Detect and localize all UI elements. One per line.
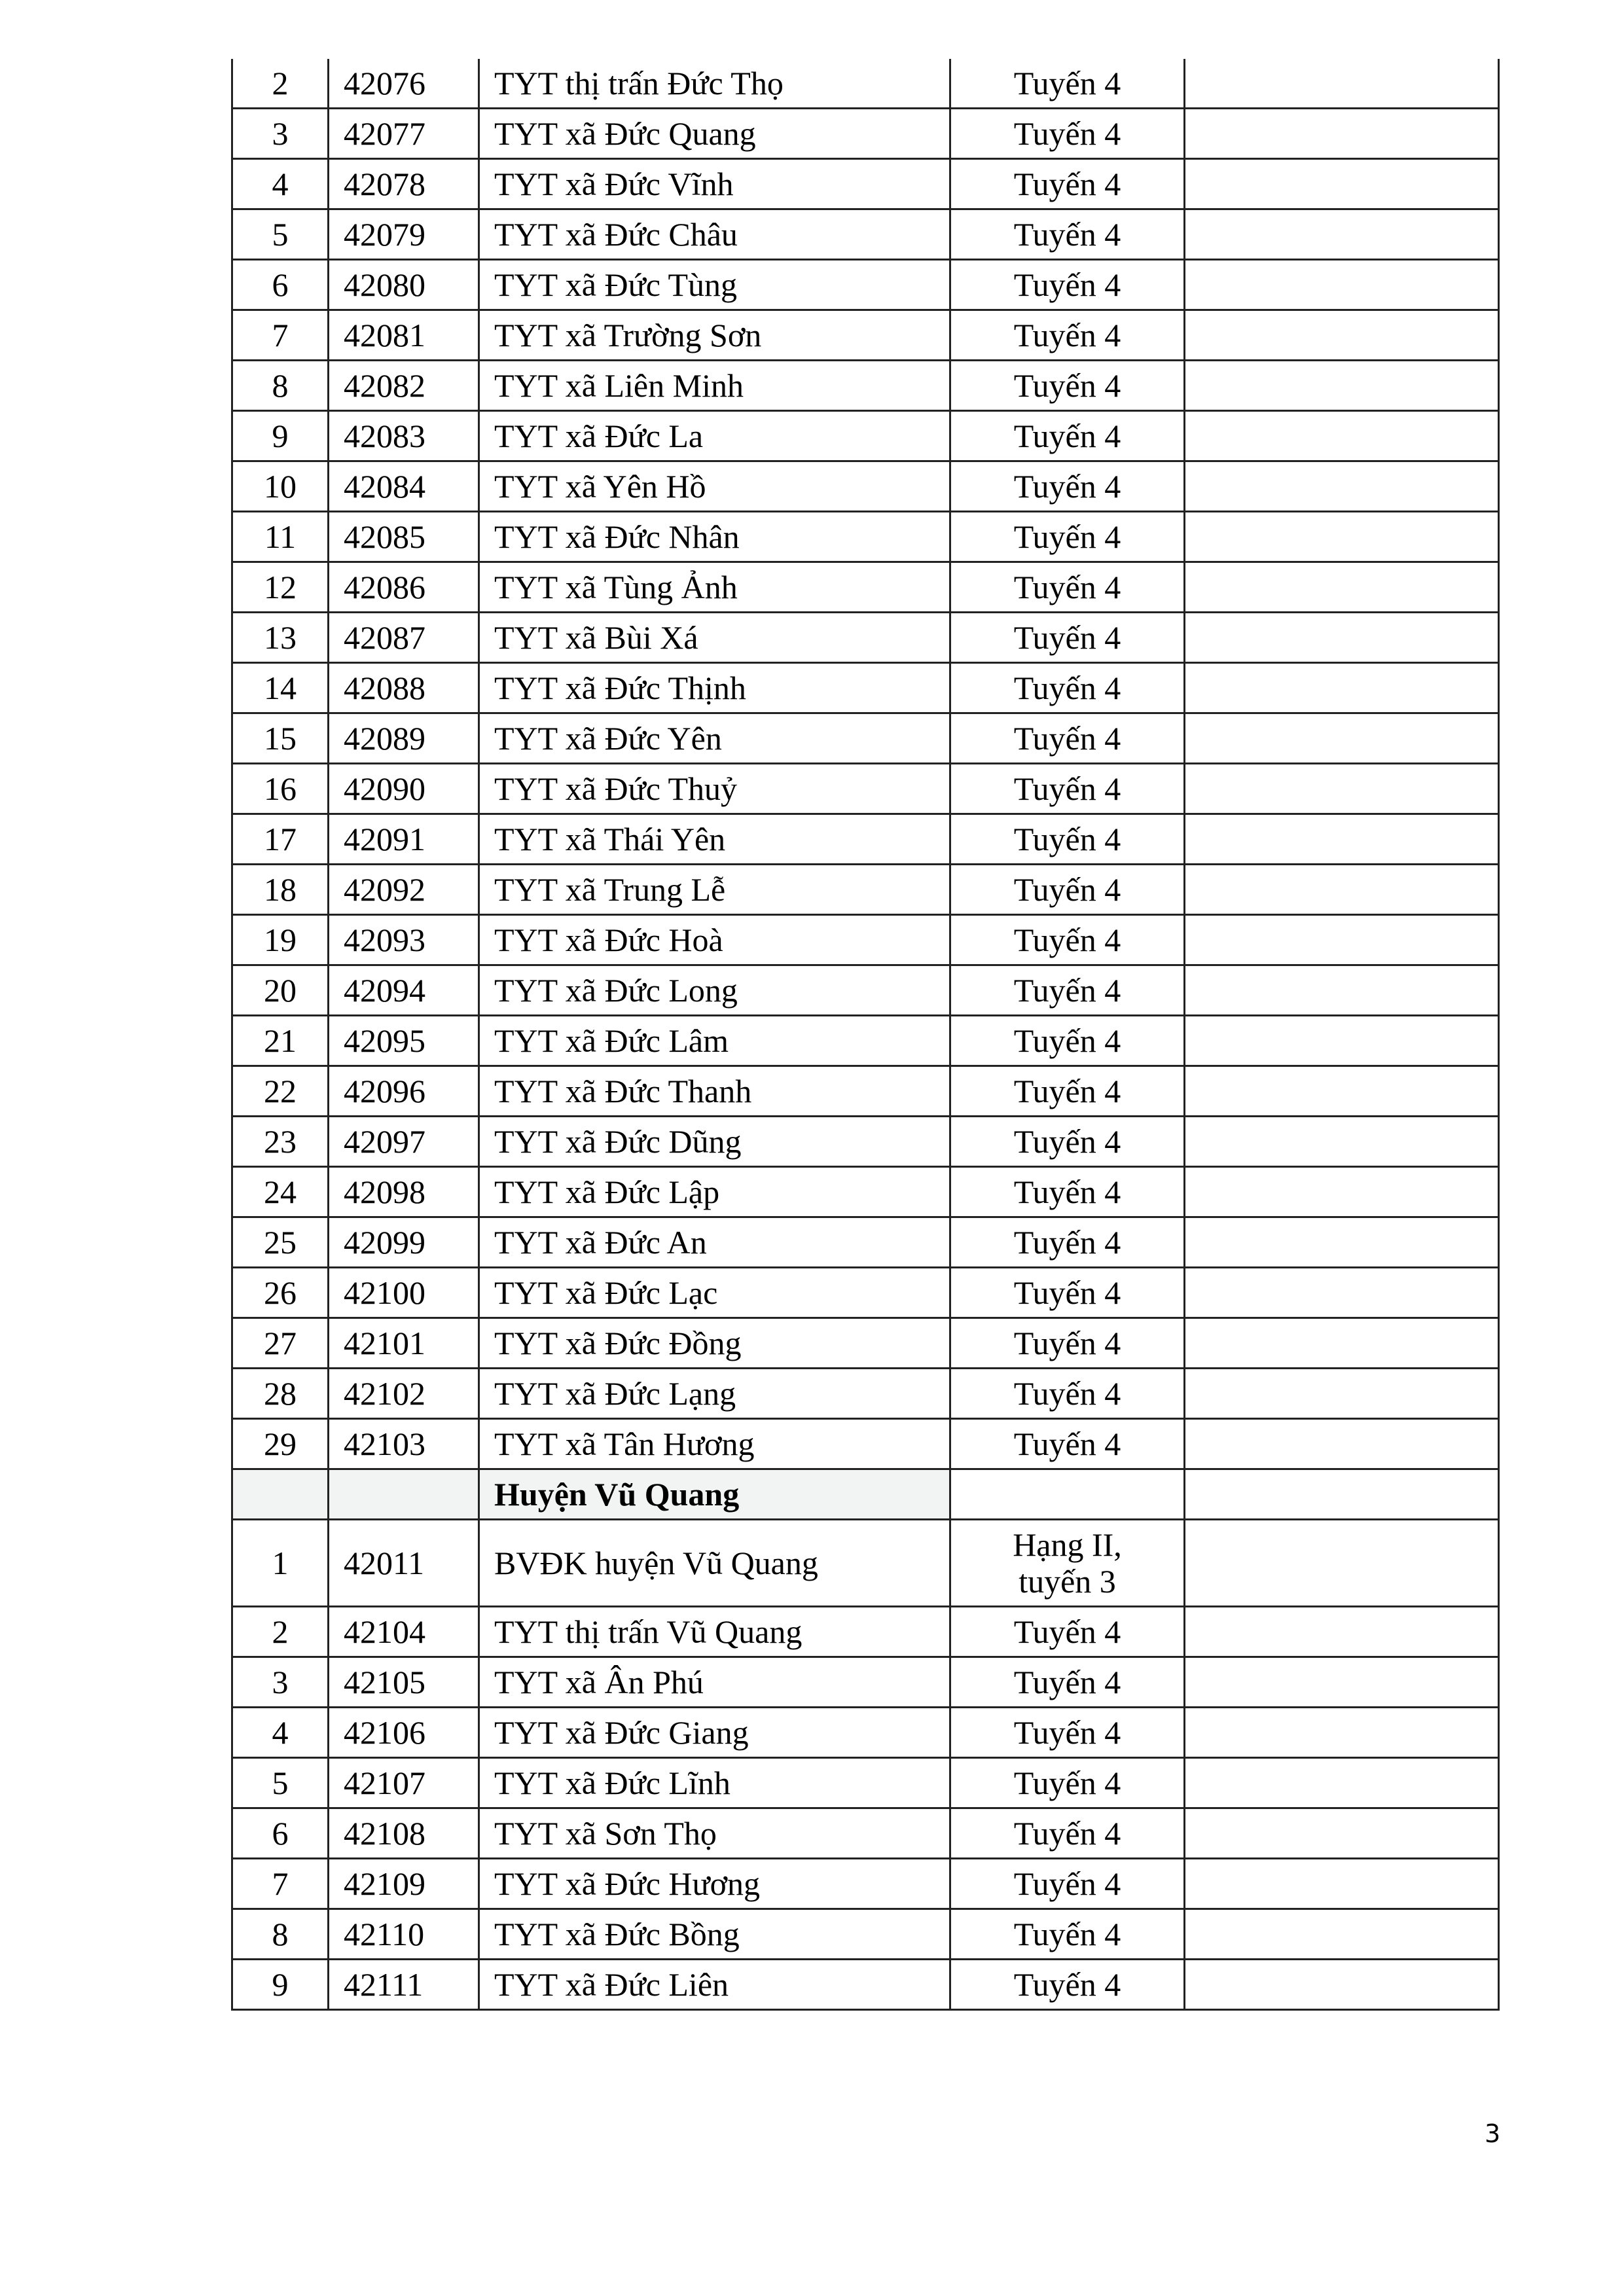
facility-level: Tuyến 4 [950,159,1185,209]
facility-level: Tuyến 4 [950,1268,1185,1318]
page-number: 3 [1485,2119,1501,2148]
table-row [232,613,1499,663]
row-number: 3 [232,1657,329,1708]
facility-code: 42094 [329,965,479,1016]
table-row [232,411,1499,461]
table-row [232,965,1499,1016]
row-number: 24 [232,1167,329,1217]
row-number: 14 [232,663,329,713]
facility-name: TYT xã Đức Tùng [479,260,950,310]
table-row [232,562,1499,613]
facility-name: TYT xã Thái Yên [479,814,950,865]
row-number: 12 [232,562,329,613]
facility-name: TYT xã Đức Lập [479,1167,950,1217]
facility-code: 42089 [329,713,479,764]
section-row [232,1469,1499,1520]
table-row [232,1117,1499,1167]
facility-table-body [232,59,1499,2010]
facility-code: 42079 [329,209,479,260]
facility-level: Tuyến 4 [950,1217,1185,1268]
row-number: 5 [232,209,329,260]
section-title: Huyện Vũ Quang [479,1469,950,1520]
facility-level: Tuyến 4 [950,965,1185,1016]
facility-level: Tuyến 4 [950,1016,1185,1066]
table-row [232,1167,1499,1217]
facility-code: 42090 [329,764,479,814]
note-cell [1185,1859,1499,1909]
facility-name: TYT xã Đức Vĩnh [479,159,950,209]
row-number: 26 [232,1268,329,1318]
row-number: 10 [232,461,329,512]
facility-level: Tuyến 4 [950,1318,1185,1369]
table-row [232,1607,1499,1657]
facility-level-line: Hạng II, [1013,1526,1122,1563]
note-cell [1185,1117,1499,1167]
row-number: 27 [232,1318,329,1369]
facility-name: TYT xã Đức Dũng [479,1117,950,1167]
facility-code: 42092 [329,865,479,915]
note-cell [1185,865,1499,915]
table-row [232,361,1499,411]
note-cell [1185,814,1499,865]
facility-name: TYT xã Ân Phú [479,1657,950,1708]
note-cell [1185,59,1499,109]
facility-level: Tuyến 4 [950,260,1185,310]
note-cell [1185,613,1499,663]
note-cell [1185,1419,1499,1469]
facility-code: 42108 [329,1808,479,1859]
facility-name: TYT xã Đức Lâm [479,1016,950,1066]
table-row [232,865,1499,915]
note-cell [1185,1268,1499,1318]
facility-name: TYT xã Đức Thuỷ [479,764,950,814]
facility-code: 42099 [329,1217,479,1268]
facility-name: TYT xã Đức Hoà [479,915,950,965]
facility-name: TYT xã Đức La [479,411,950,461]
facility-level: Tuyến 4 [950,512,1185,562]
row-number: 17 [232,814,329,865]
facility-name: TYT xã Đức Nhân [479,512,950,562]
note-cell [1185,1708,1499,1758]
note-cell [1185,1016,1499,1066]
row-number: 11 [232,512,329,562]
row-number: 1 [232,1520,329,1607]
table-row [232,814,1499,865]
facility-level: Tuyến 4 [950,663,1185,713]
facility-level: Tuyến 4 [950,310,1185,361]
facility-level: Tuyến 4 [950,411,1185,461]
row-number: 4 [232,1708,329,1758]
note-cell [1185,663,1499,713]
facility-code: 42087 [329,613,479,663]
row-number: 18 [232,865,329,915]
row-number: 21 [232,1016,329,1066]
facility-table [231,59,1500,2011]
note-cell [1185,209,1499,260]
table-row [232,1217,1499,1268]
table-row [232,1859,1499,1909]
facility-level: Tuyến 4 [950,1607,1185,1657]
facility-name: TYT xã Đức Bồng [479,1909,950,1960]
section-empty-cell [1185,1469,1499,1520]
facility-code: 42101 [329,1318,479,1369]
facility-level: Tuyến 4 [950,1909,1185,1960]
facility-code: 42082 [329,361,479,411]
table-row [232,159,1499,209]
row-number: 20 [232,965,329,1016]
facility-level: Tuyến 4 [950,865,1185,915]
row-number: 2 [232,59,329,109]
facility-name: TYT thị trấn Vũ Quang [479,1607,950,1657]
facility-code: 42083 [329,411,479,461]
facility-name: BVĐK huyện Vũ Quang [479,1520,950,1607]
facility-level: Tuyến 4 [950,1708,1185,1758]
row-number: 7 [232,310,329,361]
row-number: 28 [232,1369,329,1419]
table-row [232,461,1499,512]
facility-name: TYT xã Đức Yên [479,713,950,764]
facility-code: 42111 [329,1960,479,2010]
facility-name: TYT xã Đức Liên [479,1960,950,2010]
facility-level: Tuyến 4 [950,764,1185,814]
facility-name: TYT xã Đức Lạc [479,1268,950,1318]
note-cell [1185,411,1499,461]
facility-level: Tuyến 4 [950,814,1185,865]
facility-code: 42080 [329,260,479,310]
note-cell [1185,915,1499,965]
row-number: 15 [232,713,329,764]
row-number: 9 [232,411,329,461]
table-row [232,1758,1499,1808]
row-number: 23 [232,1117,329,1167]
facility-code: 42088 [329,663,479,713]
facility-name: TYT xã Đức Giang [479,1708,950,1758]
note-cell [1185,1657,1499,1708]
facility-code: 42086 [329,562,479,613]
note-cell [1185,1066,1499,1117]
facility-level: Tuyến 4 [950,1117,1185,1167]
facility-name: TYT thị trấn Đức Thọ [479,59,950,109]
table-row [232,1808,1499,1859]
table-row [232,209,1499,260]
facility-code: 42011 [329,1520,479,1607]
table-row [232,1066,1499,1117]
table-row [232,260,1499,310]
facility-name: TYT xã Đức Châu [479,209,950,260]
facility-code: 42097 [329,1117,479,1167]
facility-code: 42076 [329,59,479,109]
section-empty-cell [232,1469,329,1520]
facility-name: TYT xã Đức An [479,1217,950,1268]
note-cell [1185,562,1499,613]
row-number: 2 [232,1607,329,1657]
table-row [232,1268,1499,1318]
row-number: 13 [232,613,329,663]
facility-code: 42085 [329,512,479,562]
table-row [232,1419,1499,1469]
table-row [232,713,1499,764]
facility-name: TYT xã Đức Lạng [479,1369,950,1419]
table-row [232,1016,1499,1066]
facility-code: 42110 [329,1909,479,1960]
facility-code: 42105 [329,1657,479,1708]
note-cell [1185,109,1499,159]
facility-code: 42095 [329,1016,479,1066]
note-cell [1185,361,1499,411]
facility-level: Tuyến 4 [950,1066,1185,1117]
facility-name: TYT xã Trung Lễ [479,865,950,915]
note-cell [1185,1520,1499,1607]
facility-name: TYT xã Bùi Xá [479,613,950,663]
note-cell [1185,310,1499,361]
table-row [232,1369,1499,1419]
facility-level: Tuyến 4 [950,109,1185,159]
facility-level: Tuyến 4 [950,713,1185,764]
row-number: 5 [232,1758,329,1808]
row-number: 16 [232,764,329,814]
facility-code: 42084 [329,461,479,512]
facility-level: Tuyến 4 [950,461,1185,512]
facility-name: TYT xã Sơn Thọ [479,1808,950,1859]
table-row [232,915,1499,965]
facility-name: TYT xã Tân Hương [479,1419,950,1469]
table-row [232,1909,1499,1960]
row-number: 8 [232,1909,329,1960]
facility-code: 42098 [329,1167,479,1217]
facility-code: 42093 [329,915,479,965]
facility-level: Tuyến 4 [950,1369,1185,1419]
note-cell [1185,713,1499,764]
note-cell [1185,1808,1499,1859]
row-number: 6 [232,260,329,310]
note-cell [1185,764,1499,814]
facility-code: 42102 [329,1369,479,1419]
facility-name: TYT xã Đức Thanh [479,1066,950,1117]
row-number: 29 [232,1419,329,1469]
row-number: 4 [232,159,329,209]
facility-level: Tuyến 4 [950,915,1185,965]
facility-level: Tuyến 4 [950,613,1185,663]
facility-code: 42109 [329,1859,479,1909]
row-number: 8 [232,361,329,411]
facility-level: Tuyến 4 [950,562,1185,613]
table-row [232,663,1499,713]
note-cell [1185,1369,1499,1419]
facility-level: Tuyến 4 [950,1758,1185,1808]
facility-level: Tuyến 4 [950,59,1185,109]
table-row [232,109,1499,159]
note-cell [1185,1758,1499,1808]
section-empty-cell [950,1469,1185,1520]
section-empty-cell [329,1469,479,1520]
row-number: 7 [232,1859,329,1909]
note-cell [1185,1607,1499,1657]
table-row [232,1318,1499,1369]
row-number: 19 [232,915,329,965]
note-cell [1185,965,1499,1016]
facility-level: Tuyến 4 [950,1960,1185,2010]
facility-level: Tuyến 4 [950,1808,1185,1859]
table-row [232,512,1499,562]
row-number: 25 [232,1217,329,1268]
facility-code: 42081 [329,310,479,361]
table-row [232,310,1499,361]
table-row [232,764,1499,814]
note-cell [1185,1909,1499,1960]
note-cell [1185,159,1499,209]
facility-name: TYT xã Đức Hương [479,1859,950,1909]
facility-name: TYT xã Đức Đồng [479,1318,950,1369]
note-cell [1185,1960,1499,2010]
facility-level: Tuyến 4 [950,1419,1185,1469]
facility-code: 42078 [329,159,479,209]
facility-name: TYT xã Đức Quang [479,109,950,159]
facility-name: TYT xã Đức Lĩnh [479,1758,950,1808]
table-row [232,1520,1499,1607]
facility-code: 42100 [329,1268,479,1318]
note-cell [1185,260,1499,310]
table-row [232,1960,1499,2010]
note-cell [1185,461,1499,512]
facility-code: 42091 [329,814,479,865]
facility-level-line: tuyến 3 [1019,1563,1116,1600]
note-cell [1185,1167,1499,1217]
table-row [232,59,1499,109]
facility-name: TYT xã Yên Hồ [479,461,950,512]
facility-level: Tuyến 4 [950,1167,1185,1217]
facility-code: 42104 [329,1607,479,1657]
facility-name: TYT xã Trường Sơn [479,310,950,361]
facility-name: TYT xã Liên Minh [479,361,950,411]
note-cell [1185,512,1499,562]
note-cell [1185,1318,1499,1369]
note-cell [1185,1217,1499,1268]
facility-level: Tuyến 4 [950,361,1185,411]
facility-level: Tuyến 4 [950,1657,1185,1708]
facility-level [950,1520,1185,1607]
row-number: 3 [232,109,329,159]
facility-code: 42107 [329,1758,479,1808]
row-number: 22 [232,1066,329,1117]
row-number: 9 [232,1960,329,2010]
facility-name: TYT xã Đức Thịnh [479,663,950,713]
facility-code: 42103 [329,1419,479,1469]
facility-code: 42077 [329,109,479,159]
facility-name: TYT xã Tùng Ảnh [479,562,950,613]
facility-level: Tuyến 4 [950,209,1185,260]
table-row [232,1708,1499,1758]
facility-code: 42096 [329,1066,479,1117]
facility-level: Tuyến 4 [950,1859,1185,1909]
table-row [232,1657,1499,1708]
row-number: 6 [232,1808,329,1859]
facility-code: 42106 [329,1708,479,1758]
facility-name: TYT xã Đức Long [479,965,950,1016]
